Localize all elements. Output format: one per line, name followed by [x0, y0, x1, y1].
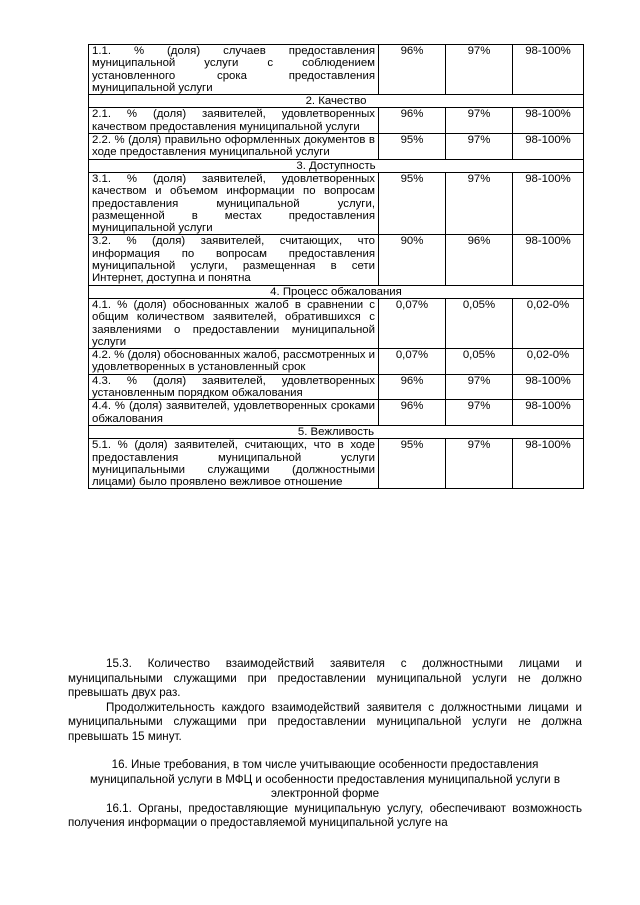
indicator-value-v2: 97% [446, 439, 513, 489]
quality-indicators-table [88, 44, 584, 489]
paragraph-15-3: 15.3. Количество взаимодействий заявителя с должностными лицами и муниципальными служащими при предоставлении муниципальной услуги не должно превышать двух раз. [68, 657, 582, 699]
indicator-description: 1.1. % (доля) случаев предоставления муниципальной услуги с соблюдением установленного срока предоставления муниципальной услуги [89, 45, 379, 95]
table-row [89, 235, 584, 285]
indicator-description: 4.3. % (доля) заявителей, удовлетворенных установленным порядком обжалования [89, 374, 379, 400]
table-row [89, 374, 584, 400]
indicator-value-v1: 0,07% [379, 298, 446, 348]
table-section-row [89, 285, 584, 298]
indicator-value-v2: 97% [446, 45, 513, 95]
paragraph-16-1: 16.1. Органы, предоставляющие муниципальную услугу, обеспечивают возможность получения информации о предоставляемой муниципальной услуге на [68, 801, 582, 829]
indicator-value-v3: 98-100% [513, 235, 584, 285]
paragraph-duration: Продолжительность каждого взаимодействий заявителя с должностными лицами и муниципальными служащими при предоставлении муниципальной услуги не должна превышать 15 минут. [68, 700, 582, 743]
section-16-heading: 16. Иные требования, в том числе учитывающие особенности предоставления муниципальной услуги в МФЦ и особенности предоставления муниципальной услуги в электронной форме [89, 758, 561, 800]
indicator-value-v2: 97% [446, 400, 513, 426]
indicator-description: 5.1. % (доля) заявителей, считающих, что в ходе предоставления муниципальной услуги муниципальными служащими (должностными лицами) было проявлено вежливое отношение [89, 439, 379, 489]
indicator-value-v2: 96% [446, 235, 513, 285]
table-row [89, 349, 584, 375]
indicator-description: 2.2. % (доля) правильно оформленных документов в ходе предоставления муниципальной услуги [89, 134, 379, 160]
indicator-value-v2: 0,05% [446, 349, 513, 375]
indicator-value-v1: 96% [379, 45, 446, 95]
table-row [89, 439, 584, 489]
indicator-value-v3: 98-100% [513, 400, 584, 426]
table-row [89, 298, 584, 348]
body-text [68, 657, 582, 831]
indicator-description: 3.1. % (доля) заявителей, удовлетворенных качеством и объемом информации по вопросам предоставления муниципальной услуги, размещенной в местах предоставления муниципальной услуги [89, 172, 379, 234]
table-row [89, 45, 584, 95]
section-title: 5. Вежливость [89, 425, 584, 438]
indicator-description: 3.2. % (доля) заявителей, считающих, что информация по вопросам предоставления муниципальной услуги, размещенная в сети Интернет, доступна и понятна [89, 235, 379, 285]
indicator-value-v3: 98-100% [513, 108, 584, 134]
indicator-description: 2.1. % (доля) заявителей, удовлетворенных качеством предоставления муниципальной услуги [89, 108, 379, 134]
indicator-value-v2: 97% [446, 134, 513, 160]
indicator-value-v1: 90% [379, 235, 446, 285]
indicator-value-v2: 97% [446, 172, 513, 234]
indicator-value-v3: 98-100% [513, 374, 584, 400]
indicator-value-v1: 95% [379, 134, 446, 160]
table-row [89, 400, 584, 426]
indicator-value-v2: 97% [446, 374, 513, 400]
indicator-value-v2: 97% [446, 108, 513, 134]
section-title: 2. Качество [89, 95, 584, 108]
table-row [89, 172, 584, 234]
indicator-description: 4.4. % (доля) заявителей, удовлетворенных сроками обжалования [89, 400, 379, 426]
indicator-value-v3: 98-100% [513, 439, 584, 489]
indicator-value-v1: 95% [379, 172, 446, 234]
indicator-description: 4.2. % (доля) обоснованных жалоб, рассмотренных и удовлетворенных в установленный срок [89, 349, 379, 375]
table-section-row [89, 95, 584, 108]
indicator-description: 4.1. % (доля) обоснованных жалоб в сравнении с общим количеством заявителей, обратившихся с заявлениями о предоставлении муниципальной услуги [89, 298, 379, 348]
table-section-row [89, 159, 584, 172]
indicator-value-v3: 98-100% [513, 172, 584, 234]
indicator-value-v1: 0,07% [379, 349, 446, 375]
table-row [89, 134, 584, 160]
indicator-value-v3: 98-100% [513, 134, 584, 160]
indicator-value-v3: 98-100% [513, 45, 584, 95]
indicator-value-v1: 96% [379, 108, 446, 134]
indicator-value-v1: 95% [379, 439, 446, 489]
section-title: 3. Доступность [89, 159, 584, 172]
table-section-row [89, 425, 584, 438]
indicator-value-v1: 96% [379, 374, 446, 400]
indicator-value-v1: 96% [379, 400, 446, 426]
indicator-value-v2: 0,05% [446, 298, 513, 348]
indicator-value-v3: 0,02-0% [513, 349, 584, 375]
section-title: 4. Процесс обжалования [89, 285, 584, 298]
indicator-value-v3: 0,02-0% [513, 298, 584, 348]
table-row [89, 108, 584, 134]
